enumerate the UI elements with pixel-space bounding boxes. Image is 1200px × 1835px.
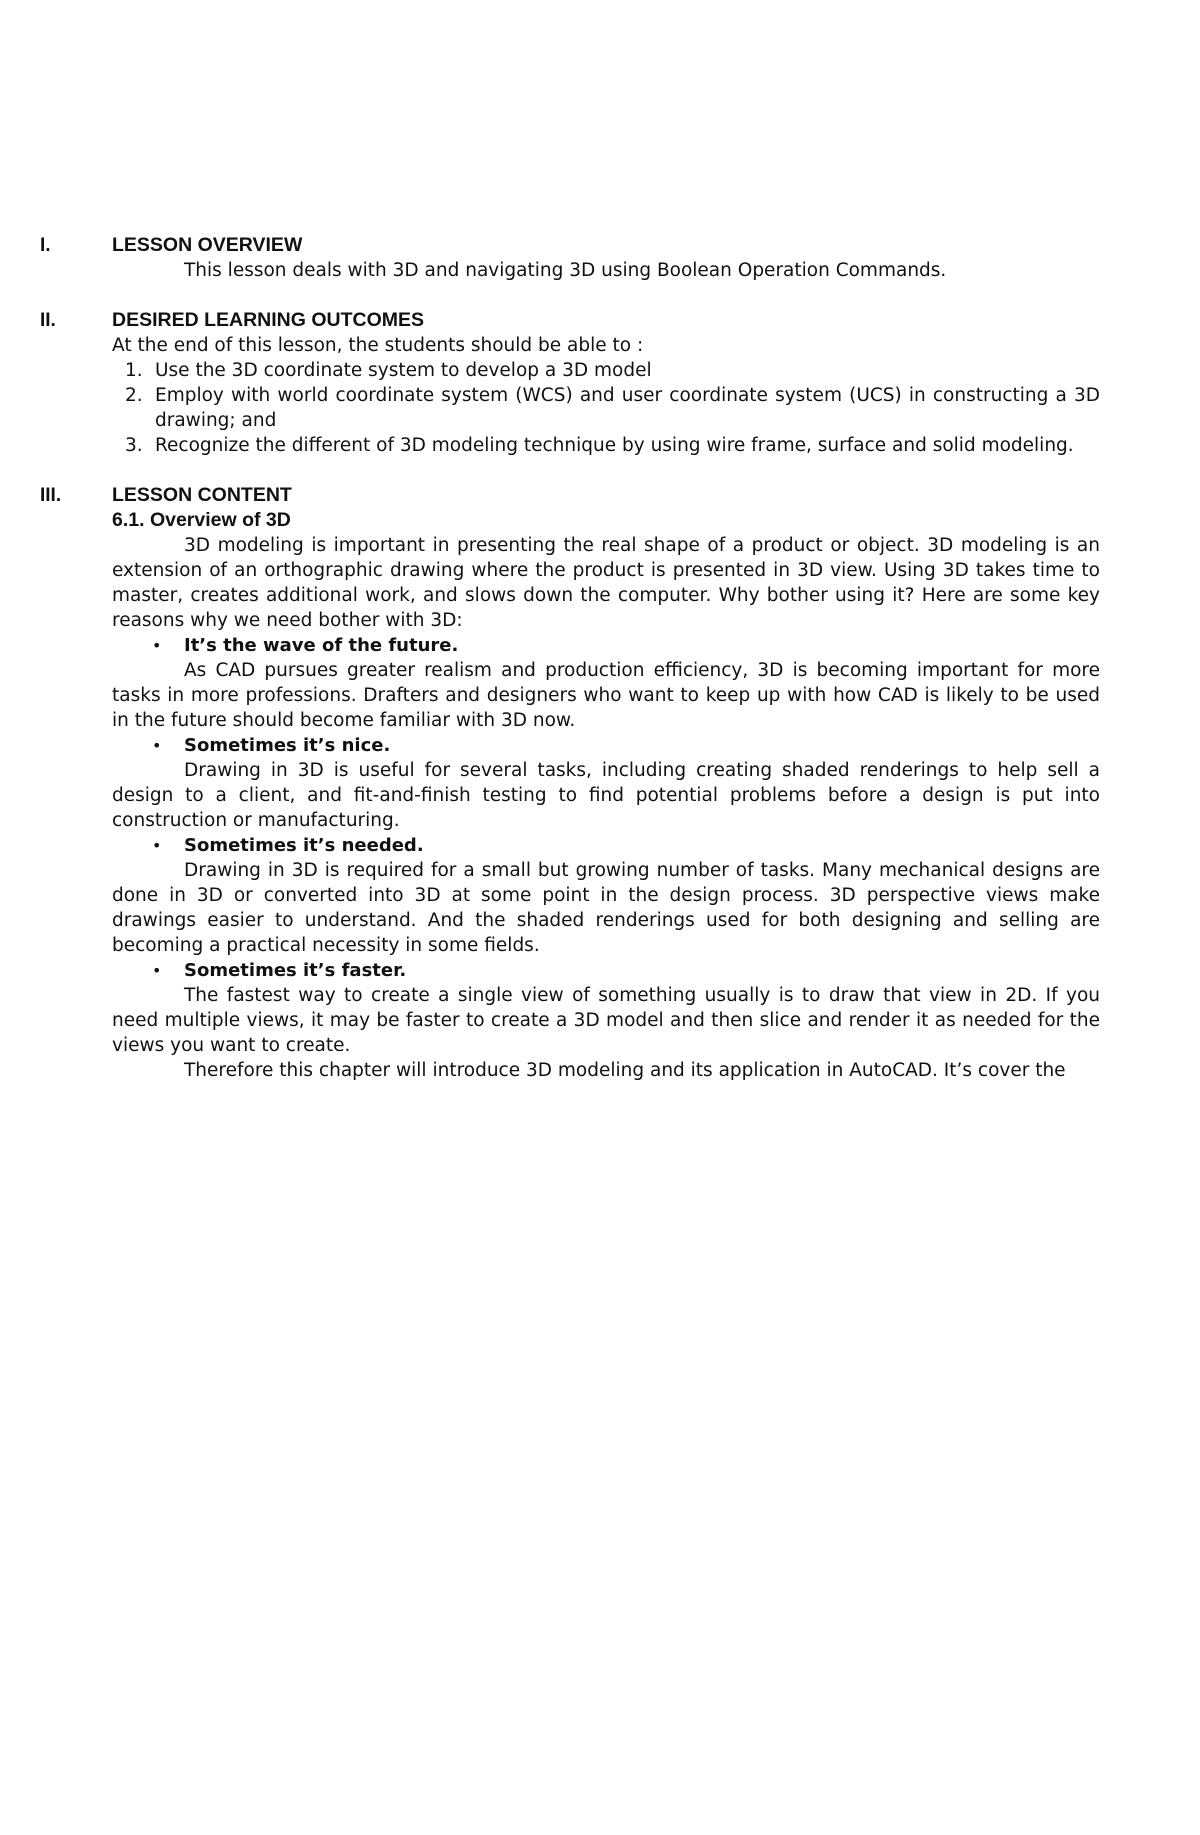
bullet-icon: • bbox=[152, 836, 162, 855]
bullet-item bbox=[112, 958, 1100, 983]
bullet-icon: • bbox=[152, 961, 162, 980]
content-intro: 3D modeling is important in presenting the real shape of a product or object. 3D modeling is an extension of an orthographic drawing where the product is presented in 3D view. Using 3D takes time to master, creates additional work, and slows down the computer. Why bother using it? Here are some key reasons why we need bother with 3D: bbox=[112, 535, 1100, 631]
bullet-paragraph: Drawing in 3D is useful for several tasks, including creating shaded renderings to help sell a design to a client, and fit-and-finish testing to find potential problems before a design is put into construction or manufacturing. bbox=[112, 760, 1100, 831]
bullet-paragraph: The fastest way to create a single view of something usually is to draw that view in 2D. If you need multiple views, it may be faster to create a 3D model and then slice and render it as needed for the views you want to create. bbox=[112, 985, 1100, 1056]
section-title: LESSON CONTENT bbox=[112, 484, 292, 506]
list-item bbox=[112, 433, 1100, 458]
bullet-heading: Sometimes it’s faster. bbox=[184, 960, 407, 981]
bullet-icon: • bbox=[152, 736, 162, 755]
section-heading bbox=[40, 308, 1100, 333]
section-lesson-content bbox=[40, 483, 1100, 1083]
bullet-paragraph: Drawing in 3D is required for a small but growing number of tasks. Many mechanical designs are done in 3D or converted into 3D at some point in the design process. 3D perspective views make drawings easier to understand. And the shaded renderings used for both designing and selling are becoming a practical necessity in some fields. bbox=[112, 860, 1100, 956]
bullet-item bbox=[112, 733, 1100, 758]
bullet-item bbox=[112, 633, 1100, 658]
bullet-item bbox=[112, 833, 1100, 858]
section-number: III. bbox=[40, 485, 62, 506]
outcomes-intro: At the end of this lesson, the students should be able to : bbox=[112, 335, 644, 356]
list-item bbox=[112, 383, 1100, 433]
section-title: LESSON OVERVIEW bbox=[112, 234, 303, 256]
bullet-heading: Sometimes it’s needed. bbox=[184, 835, 424, 856]
document-body bbox=[40, 233, 1100, 1083]
section-number: II. bbox=[40, 310, 56, 331]
spacer bbox=[40, 458, 1100, 483]
section-title: DESIRED LEARNING OUTCOMES bbox=[112, 309, 425, 331]
item-text: Employ with world coordinate system (WCS) and user coordinate system (UCS) in constructing a 3D drawing; and bbox=[155, 385, 1100, 431]
section-number: I. bbox=[40, 235, 51, 256]
spacer bbox=[40, 283, 1100, 308]
bullet-heading: Sometimes it’s nice. bbox=[184, 735, 391, 756]
section-lesson-overview bbox=[40, 233, 1100, 283]
section-heading bbox=[40, 483, 1100, 508]
item-number: 2. bbox=[125, 385, 143, 406]
section-heading bbox=[40, 233, 1100, 258]
item-text: Use the 3D coordinate system to develop a 3D model bbox=[155, 360, 652, 381]
item-number: 3. bbox=[125, 435, 143, 456]
item-number: 1. bbox=[125, 360, 143, 381]
subsection-title: 6.1. Overview of 3D bbox=[112, 509, 291, 531]
closing-paragraph: Therefore this chapter will introduce 3D modeling and its application in AutoCAD. It’s cover the bbox=[184, 1060, 1066, 1081]
bullet-paragraph: As CAD pursues greater realism and production efficiency, 3D is becoming important for more tasks in more professions. Drafters and designers who want to keep up with how CAD is likely to be used in the future should become familiar with 3D now. bbox=[112, 660, 1100, 731]
bullet-icon: • bbox=[152, 636, 162, 655]
bullet-heading: It’s the wave of the future. bbox=[184, 635, 459, 656]
outcomes-list bbox=[112, 358, 1100, 458]
section-desired-learning-outcomes bbox=[40, 308, 1100, 458]
item-text: Recognize the different of 3D modeling technique by using wire frame, surface and solid modeling. bbox=[155, 435, 1074, 456]
overview-text: This lesson deals with 3D and navigating 3D using Boolean Operation Commands. bbox=[184, 260, 947, 281]
list-item bbox=[112, 358, 1100, 383]
